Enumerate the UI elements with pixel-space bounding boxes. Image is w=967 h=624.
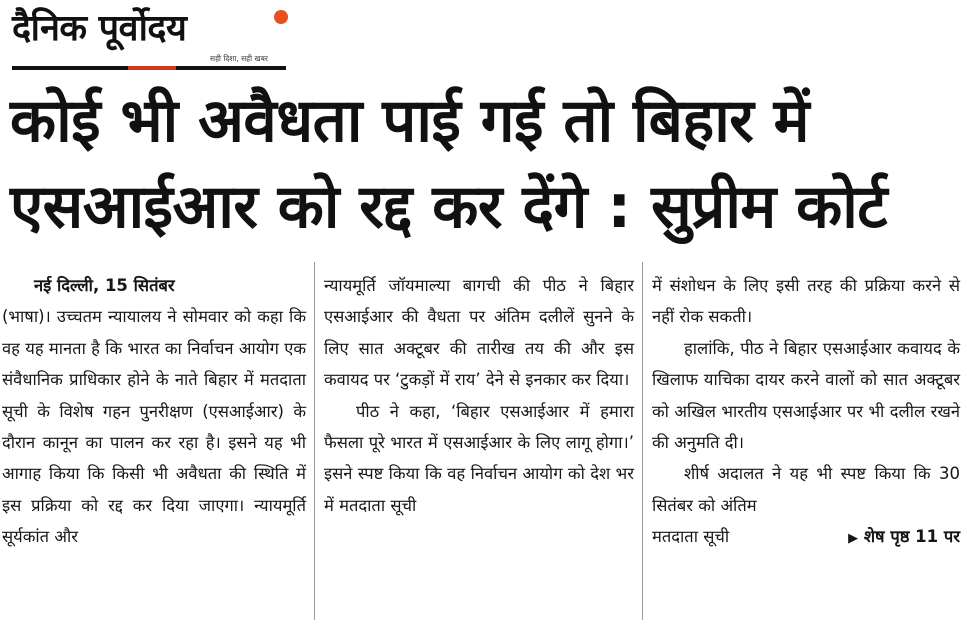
headline: [10, 78, 960, 250]
triangle-right-icon: ▶: [848, 531, 859, 547]
article-column-2: [324, 270, 634, 521]
masthead: [12, 4, 302, 74]
article-paragraph: (भाषा)। उच्चतम न्यायालय ने सोमवार को कहा कि वह यह मानता है कि भारत का निर्वाचन आयोग एक संवैधानिक प्राधिकार होने के नाते बिहार में मतदाता सूची के विशेष गहन पुनरीक्षण (एसआईआर) के दौरान कानून का पालन कर रहा है। इसने यह भी आगाह किया कि किसी भी अवैधता की स्थिति में इस प्रक्रिया को रद्द कर दिया जाएगा। न्यायमूर्ति सूर्यकांत और: [2, 307, 306, 547]
article-text-end: मतदाता सूची: [652, 527, 730, 547]
sun-logo-icon: [274, 10, 288, 24]
newspaper-title: दैनिक पूर्वोदय: [12, 8, 187, 49]
continuation-row: [652, 521, 960, 554]
article-paragraph: पीठ ने कहा, ‘बिहार एसआईआर में हमारा फैसला पूरे भारत में एसआईआर के लिए लागू होगा।’ इसने स्पष्ट किया कि वह निर्वाचन आयोग को देश भर में मतदाता सूची: [324, 401, 634, 515]
column-divider: [314, 262, 315, 620]
dateline-paragraph: [2, 270, 306, 301]
masthead-rule-accent: [128, 66, 176, 70]
newspaper-tagline: सही दिशा, सही खबर: [210, 54, 268, 63]
article-paragraph: में संशोधन के लिए इसी तरह की प्रक्रिया करने से नहीं रोक सकती।: [652, 276, 960, 327]
continued-label: शेष पृष्ठ 11 पर: [863, 527, 960, 547]
article-column-1: [2, 270, 306, 553]
article-paragraph: न्यायमूर्ति जॉयमाल्या बागची की पीठ ने बिहार एसआईआर की वैधता पर अंतिम दलीलें सुनने के लिए सात अक्टूबर की तारीख तय की और इस कवायद पर ‘टुकड़ों में राय’ देने से इनकार कर दिया।: [324, 276, 634, 390]
headline-line-2: एसआईआर को रद्द कर देंगे : सुप्रीम कोर्ट: [10, 172, 888, 242]
article-column-3: [652, 270, 960, 555]
headline-line-1: कोई भी अवैधता पाई गई तो बिहार में: [10, 86, 810, 156]
article-paragraph: शीर्ष अदालत ने यह भी स्पष्ट किया कि 30 सितंबर को अंतिम: [652, 464, 960, 515]
article-paragraph: हालांकि, पीठ ने बिहार एसआईआर कवायद के खिलाफ याचिका दायर करने वालों को सात अक्टूबर को अखिल भारतीय एसआईआर पर भी दलील रखने की अनुमति दी।: [652, 338, 960, 453]
column-divider: [642, 262, 643, 620]
continued-on-page-link[interactable]: [848, 521, 960, 554]
dateline: नई दिल्ली, 15 सितंबर: [34, 276, 175, 295]
